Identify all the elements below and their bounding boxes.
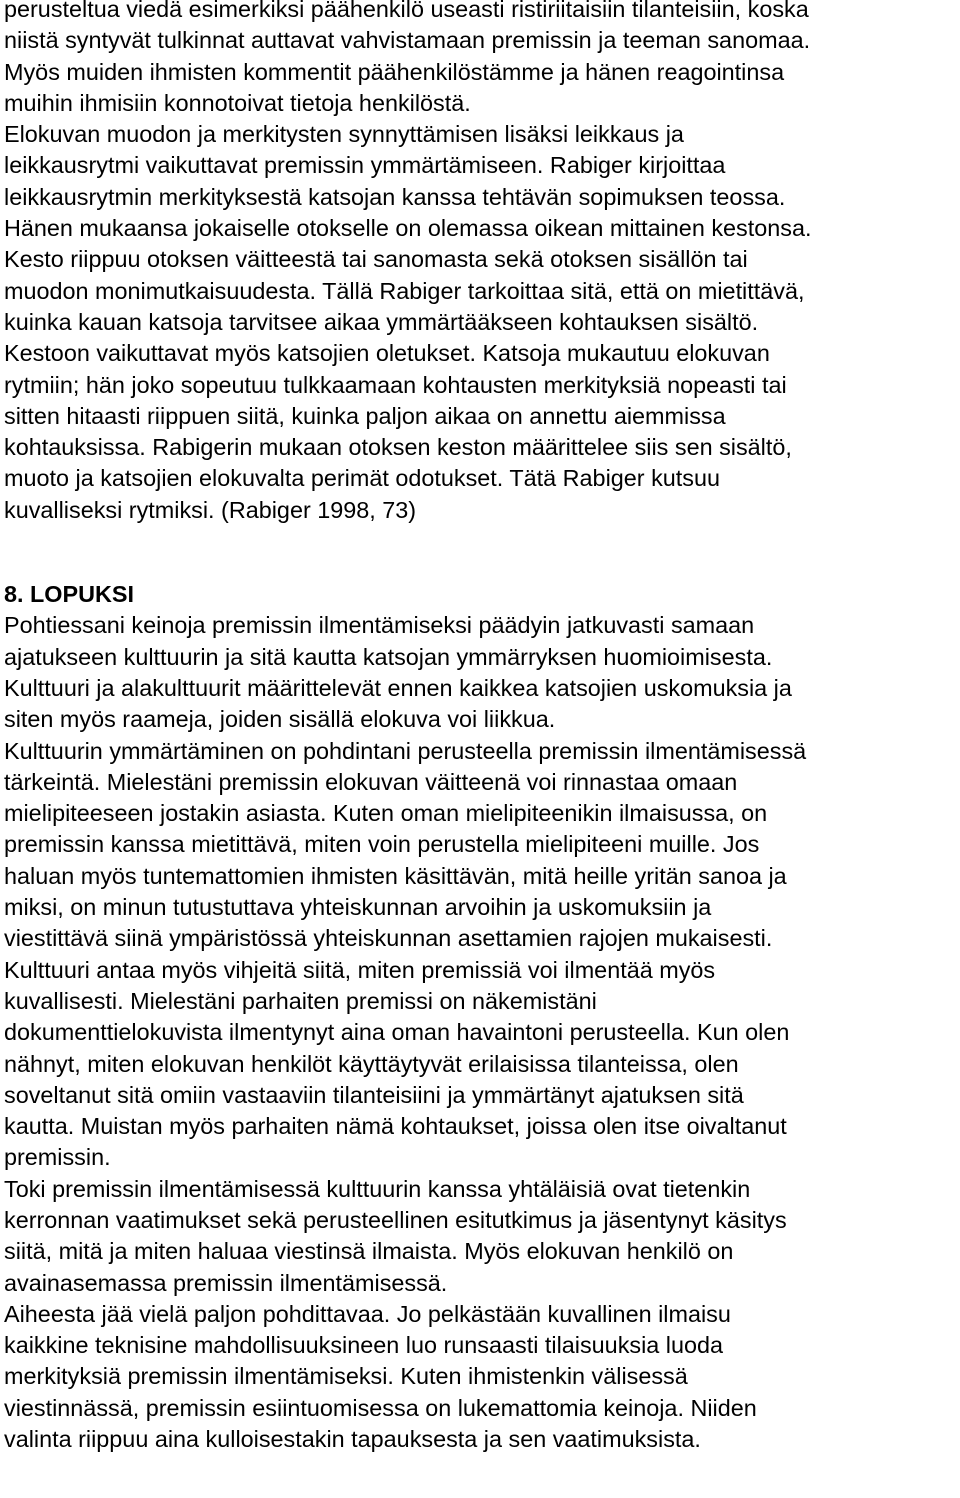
text-line: kaikkine teknisine mahdollisuuksineen luo runsaasti tilaisuuksia luoda [4,1332,724,1359]
text-line: merkityksiä premissin ilmentämiseksi. Kuten ihmistenkin välisessä [4,1363,688,1390]
text-line: kohtauksissa. Rabigerin mukaan otoksen keston määrittelee siis sen sisältö, [4,434,792,461]
text-line: kuinka kauan katsoja tarvitsee aikaa ymmärtääkseen kohtauksen sisältö. [4,308,759,335]
text-line: perusteltua viedä esimerkiksi päähenkilö useasti ristiriitaisiin tilanteisiin, koska [4,0,809,22]
text-line: Kulttuuri antaa myös vihjeitä siitä, miten premissiä voi ilmentää myös [4,956,716,983]
section-gap [4,526,956,579]
text-line: soveltanut sitä omiin vastaaviin tilanteisiini ja ymmärtänyt ajatuksen sitä [4,1081,744,1108]
text-line: viestittävä siinä ympäristössä yhteiskunnan asettamien rajojen mukaisesti. [4,925,773,952]
text-line: viestinnässä, premissin esiintuomisessa on lukemattomia keinoja. Niiden [4,1394,757,1421]
text-line: leikkausrytmin merkityksestä katsojan kanssa tehtävän sopimuksen teossa. [4,183,786,210]
text-line: nähnyt, miten elokuvan henkilöt käyttäytyvät erilaisissa tilanteissa, olen [4,1050,739,1077]
section-lopuksi [4,579,956,1455]
text-line: Kulttuuri ja alakulttuurit määrittelevät ennen kaikkea katsojien uskomuksia ja [4,674,792,701]
text-line: kuvalliseksi rytmiksi. (Rabiger 1998, 73) [4,496,417,523]
text-line: muodon monimutkaisuudesta. Tällä Rabiger tarkoittaa sitä, että on mietittävä, [4,277,805,304]
text-line: rytmiin; hän joko sopeutuu tulkkaamaan kohtausten merkityksiä nopeasti tai [4,371,787,398]
text-line: premissin. [4,1144,111,1171]
text-line: Toki premissin ilmentämisessä kulttuurin kanssa yhtäläisiä ovat tietenkin [4,1175,751,1202]
text-line: Kulttuurin ymmärtäminen on pohdintani perusteella premissin ilmentämisessä [4,737,807,764]
text-line: Elokuvan muodon ja merkitysten synnyttämisen lisäksi leikkaus ja [4,121,684,148]
text-line: mielipiteeseen jostakin asiasta. Kuten oman mielipiteenikin ilmaisussa, on [4,800,768,827]
text-line: siitä, mitä ja miten haluaa viestinsä ilmaista. Myös elokuvan henkilö on [4,1238,734,1265]
text-line: siten myös raameja, joiden sisällä elokuva voi liikkua. [4,706,556,733]
text-line: muihin ihmisiin konnotoivat tietoja henkilöstä. [4,89,471,116]
section-heading: 8. LOPUKSI [4,581,134,608]
text-line: muoto ja katsojien elokuvalta perimät odotukset. Tätä Rabiger kutsuu [4,465,720,492]
text-line: dokumenttielokuvista ilmentynyt aina oman havaintoni perusteella. Kun olen [4,1019,790,1046]
text-line: sitten hitaasti riippuen siitä, kuinka paljon aikaa on annettu aiemmissa [4,402,726,429]
text-line: premissin kanssa mietittävä, miten voin perustella mielipiteeni muille. Jos [4,831,760,858]
text-line: Pohtiessani keinoja premissin ilmentämiseksi päädyin jatkuvasti samaan [4,612,755,639]
text-line: Aiheesta jää vielä paljon pohdittavaa. Jo pelkästään kuvallinen ilmaisu [4,1300,731,1327]
text-line: leikkausrytmi vaikuttavat premissin ymmärtämiseen. Rabiger kirjoittaa [4,152,726,179]
text-line: kuvallisesti. Mielestäni parhaiten premissi on näkemistäni [4,987,597,1014]
text-line: Kestoon vaikuttavat myös katsojien oletukset. Katsoja mukautuu elokuvan [4,340,770,367]
text-line: Hänen mukaansa jokaiselle otokselle on olemassa oikean mittainen kestonsa. [4,215,812,242]
text-line: valinta riippuu aina kulloisestakin tapauksesta ja sen vaatimuksista. [4,1426,701,1453]
text-line: kerronnan vaatimukset sekä perusteellinen esitutkimus ja jäsentynyt käsitys [4,1206,787,1233]
text-line: Kesto riippuu otoksen väitteestä tai sanomasta sekä otoksen sisällön tai [4,246,748,273]
text-line: haluan myös tuntemattomien ihmisten käsittävän, mitä heille yritän sanoa ja [4,862,787,889]
text-line: Myös muiden ihmisten kommentit päähenkilöstämme ja hänen reagointinsa [4,58,785,85]
document-page [4,0,956,1455]
text-line: avainasemassa premissin ilmentämisessä. [4,1269,448,1296]
text-line: miksi, on minun tutustuttava yhteiskunnan arvoihin ja uskomuksiin ja [4,894,712,921]
text-line: ajatukseen kulttuurin ja sitä kautta katsojan ymmärryksen huomioimisesta. [4,643,773,670]
text-line: niistä syntyvät tulkinnat auttavat vahvistamaan premissin ja teeman sanomaa. [4,27,811,54]
text-line: tärkeintä. Mielestäni premissin elokuvan väitteenä voi rinnastaa omaan [4,768,738,795]
continuation-paragraph [4,0,956,526]
text-line: kautta. Muistan myös parhaiten nämä kohtaukset, joissa olen itse oivaltanut [4,1113,787,1140]
